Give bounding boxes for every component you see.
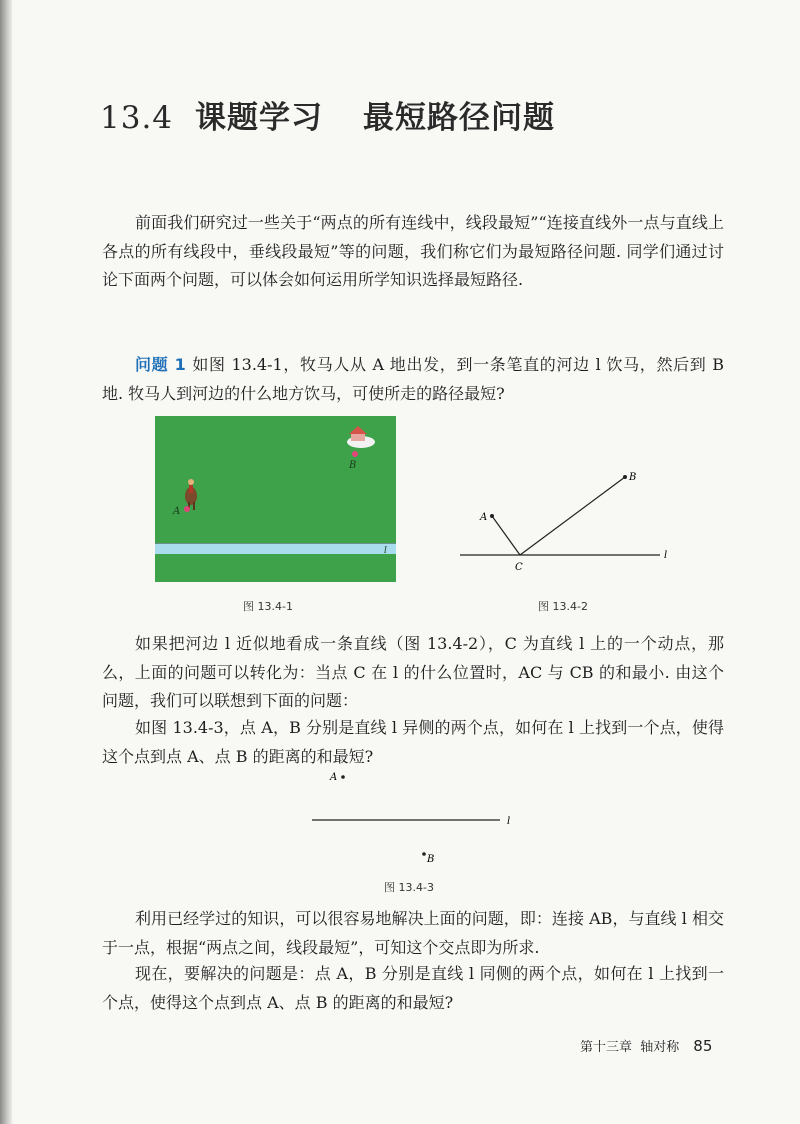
footer-chapter-title: 轴对称 (640, 1040, 680, 1055)
figure-13-4-3-caption: 图 13.4-3 (384, 881, 434, 894)
section-number: 13.4 (100, 100, 174, 136)
paragraph-2: 如果把河边 l 近似地看成一条直线（图 13.4-2），C 为直线 l 上的一个动点，那么，上面的问题可以转化为：当点 C 在 l 的什么位置时，AC 与 CB 的和最小. 由这个问题，我们可以联想到下面的问题： (102, 634, 724, 710)
section-title-part1: 课题学习 (195, 100, 324, 136)
fig3-label-a: A (330, 772, 338, 783)
figure-13-4-1-illustration (155, 416, 396, 582)
fig1-label-l: l (384, 546, 387, 556)
fig1-label-a: A (173, 506, 181, 517)
fig3-label-b: B (427, 854, 435, 865)
page-number: 85 (693, 1037, 713, 1055)
horse-rider-icon (184, 479, 197, 512)
figure-13-4-2-caption: 图 13.4-2 (538, 600, 588, 613)
paragraph-4: 利用已经学过的知识，可以很容易地解决上面的问题，即：连接 AB，与直线 l 相交于一点，根据“两点之间，线段最短”，可知这个交点即为所求. (102, 909, 724, 957)
fig2-label-b: B (629, 472, 637, 483)
fig1-label-b: B (349, 460, 357, 471)
section-title (100, 92, 555, 137)
page-footer (580, 1036, 712, 1055)
point-b (623, 475, 627, 479)
segment-cb (520, 477, 625, 555)
paragraph-3: 如图 13.4-3，点 A，B 分别是直线 l 异侧的两个点，如何在 l 上找到一个点，使得这个点到点 A、点 B 的距离的和最短? (102, 718, 724, 766)
fig3-label-l: l (507, 816, 511, 827)
figure-13-4-1-caption: 图 13.4-1 (243, 600, 293, 613)
section-title-part2: 最短路径问题 (363, 100, 556, 136)
problem-1-label: 问题 1 (135, 355, 186, 374)
problem-1-text: 如图 13.4-1，牧马人从 A 地出发，到一条笔直的河边 l 饮马，然后到 B 地. 牧马人到河边的什么地方饮马，可使所走的路径最短? (102, 355, 724, 403)
figure-13-4-3-diagram (300, 765, 530, 875)
intro-paragraph: 前面我们研究过一些关于“两点的所有连线中，线段最短”“连接直线外一点与直线上各点的所有线段中，垂线段最短”等的问题，我们称它们为最短路径问题. 同学们通过讨论下面两个问题，可以体会如何运用所学知识选择最短路径. (102, 213, 724, 289)
problem-1-paragraph (102, 351, 724, 408)
fig2-label-a: A (480, 512, 488, 523)
book-spine-shadow (0, 0, 12, 1124)
footer-chapter: 第十三章 (580, 1040, 633, 1055)
fig3-point-b (422, 852, 426, 856)
fig2-label-l: l (664, 550, 668, 561)
fig2-label-c: C (515, 562, 523, 573)
village-b-icon (347, 426, 375, 457)
point-a (490, 514, 494, 518)
paragraph-5: 现在，要解决的问题是：点 A，B 分别是直线 l 同侧的两个点，如何在 l 上找到一个点，使得这个点到点 A、点 B 的距离的和最短? (102, 964, 724, 1012)
illustration-elements (155, 416, 396, 582)
figure-13-4-2-diagram (455, 460, 685, 580)
segment-ac (492, 516, 520, 555)
fig3-point-a (341, 775, 345, 779)
